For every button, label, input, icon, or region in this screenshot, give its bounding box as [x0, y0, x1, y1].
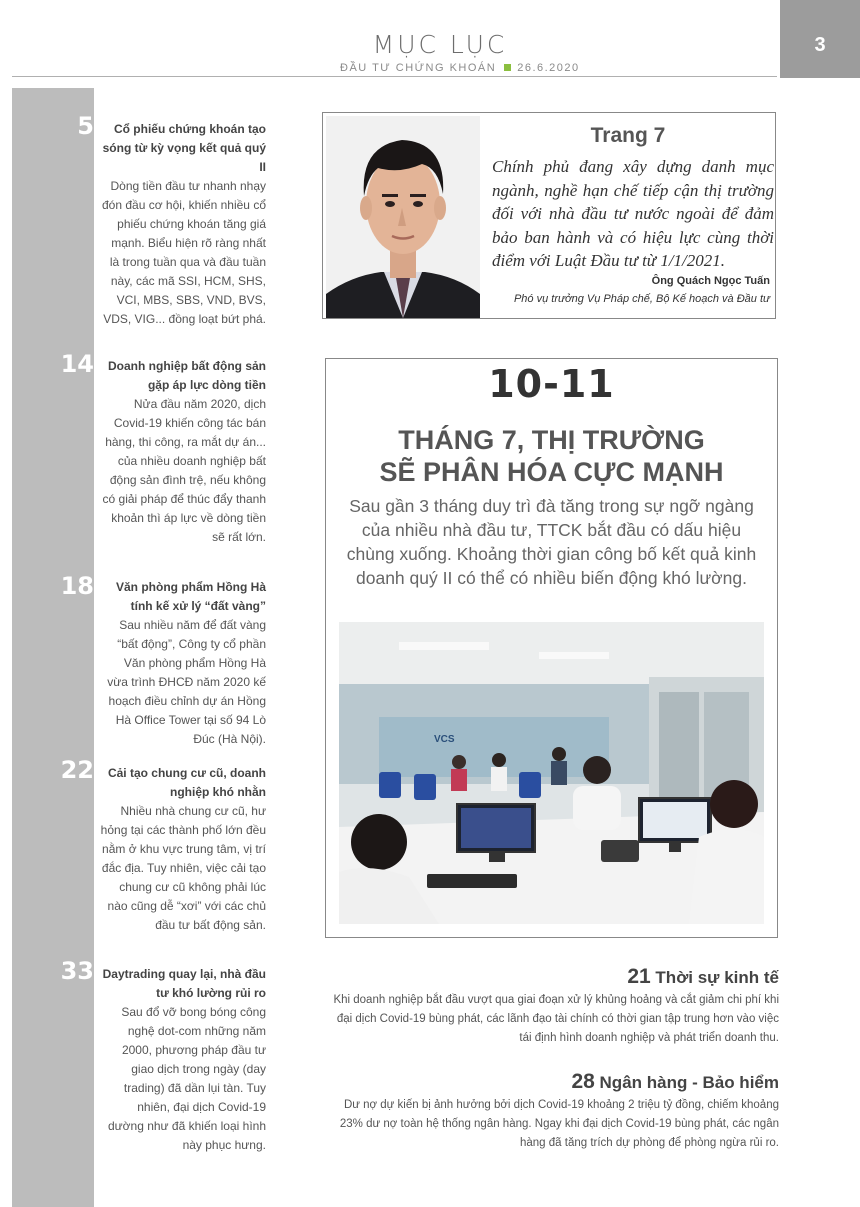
feature-lede: Sau gần 3 tháng duy trì đà tăng trong sự ngỡ ngàng của nhiều nhà đầu tư, TTCK bắt đầu có dấu hiệu chùng xuống. Khoảng thời gian công bố kết quả kinh doanh quý II có thể có nhiều biến động khó lường. [346, 496, 757, 588]
sidebar-item-title: Văn phòng phẩm Hồng Hà tính kế xử lý “đất vàng” [116, 580, 266, 613]
quote-page-label: Trang 7 [590, 124, 666, 147]
sidebar-item-text: Sau đổ vỡ bong bóng công nghệ dot-com những năm 2000, phương pháp đầu tư giao dịch trong ngày (day trading) đã dần lụi tàn. Tuy nhiên, đại dịch Covid-19 dường như đã khiến loại hình này phục hưng. [107, 1005, 266, 1152]
bottom-item-text: Dư nợ dự kiến bị ảnh hưởng bởi dịch Covid-19 khoảng 2 triệu tỷ đồng, chiếm khoảng 23% dư nợ toàn hệ thống ngân hàng. Ngay khi đại dịch Covid-19 bùng phát, các ngân hàng đã tăng trích dự phòng để phòng ngừa rủi ro. [339, 1099, 779, 1149]
sidebar-item[interactable] [100, 764, 266, 935]
sidebar-item[interactable] [100, 965, 266, 1155]
separator-square-icon [504, 64, 511, 71]
feature-page-range: 10-11 [488, 362, 615, 406]
sidebar-item-number: 22 [60, 756, 94, 784]
bottom-item-title[interactable] [322, 1070, 779, 1094]
sidebar-item[interactable] [100, 357, 266, 547]
sidebar-item-text: Dòng tiền đầu tư nhanh nhạy đón đầu cơ hội, khiến nhiều cổ phiếu chứng khoán tăng giá mạnh. Biểu hiện rõ ràng nhất là trong tuần qua và đầu tuần này, các mã SSI, HCM, SHS, VCI, MBS, SBS, VND, BVS, VDS, VIG... đồng loạt bứt phá. [102, 179, 266, 326]
quote-text: Chính phủ đang xây dựng danh mục ngành, nghề hạn chế tiếp cận thị trường đối với nhà đầu tư nước ngoài để đảm bảo ban hành và có hiệu lực cùng thời điểm với Luật Đầu tư từ 1/1/2021. [492, 157, 774, 270]
sidebar-item[interactable] [100, 578, 266, 749]
sidebar-item-text: Sau nhiều năm để đất vàng “bất động”, Công ty cổ phần Văn phòng phẩm Hồng Hà vừa trình ĐHCĐ năm 2020 kế hoạch điều chỉnh dự án Hồng Hà Office Tower tại số 94 Lò Đúc (Hà Nội). [107, 618, 266, 746]
issue-date: 26.6.2020 [517, 62, 580, 74]
sidebar-item-number: 5 [77, 112, 94, 140]
sidebar-item-title: Cải tạo chung cư cũ, doanh nghiệp khó nhằn [107, 766, 266, 799]
bottom-item-heading: Ngân hàng - Bảo hiểm [599, 1073, 779, 1092]
sidebar-item-number: 18 [60, 572, 94, 600]
section-title: MỤC LỤC [372, 30, 508, 59]
sidebar-item-title: Doanh nghiệp bất động sản gặp áp lực dòng tiền [108, 359, 266, 392]
sidebar-item-title: Cổ phiếu chứng khoán tạo sóng từ kỳ vọng kết quả quý II [102, 122, 266, 174]
publication-name: ĐẦU TƯ CHỨNG KHOÁN [340, 62, 497, 74]
bottom-item-title[interactable] [322, 965, 779, 989]
bottom-item-number: 28 [571, 1070, 595, 1093]
sidebar-item-text: Nhiều nhà chung cư cũ, hư hỏng tại các thành phố lớn đều nằm ở khu vực trung tâm, vị trí đắc địa. Tuy nhiên, việc cải tạo chung cư cũ không phải lúc nào cũng dễ “xơi” với các chủ đầu tư bất động sản. [100, 804, 266, 932]
publication-line [340, 62, 580, 74]
sidebar-item[interactable] [100, 120, 266, 329]
quote-author-name: Ông Quách Ngọc Tuấn [651, 275, 770, 287]
photo-wall-sign: VCS [434, 734, 455, 745]
bottom-item-heading: Thời sự kinh tế [655, 968, 779, 987]
bottom-item-text: Khi doanh nghiệp bắt đầu vượt qua giai đoạn xử lý khủng hoảng và cắt giảm chi phí khi đại dịch Covid-19 bùng phát, các lãnh đạo tài chính có thời gian tập trung hơn vào việc tái định hình doanh nghiệp và phát triển doanh thu. [333, 994, 779, 1044]
feature-headline: THÁNG 7, THỊ TRƯỜNG [398, 425, 705, 455]
sidebar-item-number: 14 [60, 350, 94, 378]
quote-author-role: Phó vụ trưởng Vụ Pháp chế, Bộ Kế hoạch và Đầu tư [513, 293, 770, 305]
sidebar-strip [12, 88, 94, 1207]
trading-floor-photo [339, 622, 764, 924]
page-number: 3 [814, 34, 826, 56]
bottom-item-number: 21 [627, 965, 651, 988]
sidebar-item-title: Daytrading quay lại, nhà đầu tư khó lường rủi ro [102, 967, 266, 1000]
portrait-photo [326, 116, 480, 318]
sidebar-item-text: Nửa đầu năm 2020, dịch Covid-19 khiến công tác bán hàng, thi công, ra mắt dự án... của nhiều doanh nghiệp bất động sản đình trệ, nếu không có giải pháp để thúc đẩy thanh khoản thì áp lực về dòng tiền sẽ rất lớn. [102, 397, 266, 544]
feature-headline: SẼ PHÂN HÓA CỰC MẠNH [379, 457, 724, 487]
header-rule [12, 76, 777, 77]
sidebar-item-number: 33 [60, 957, 94, 985]
